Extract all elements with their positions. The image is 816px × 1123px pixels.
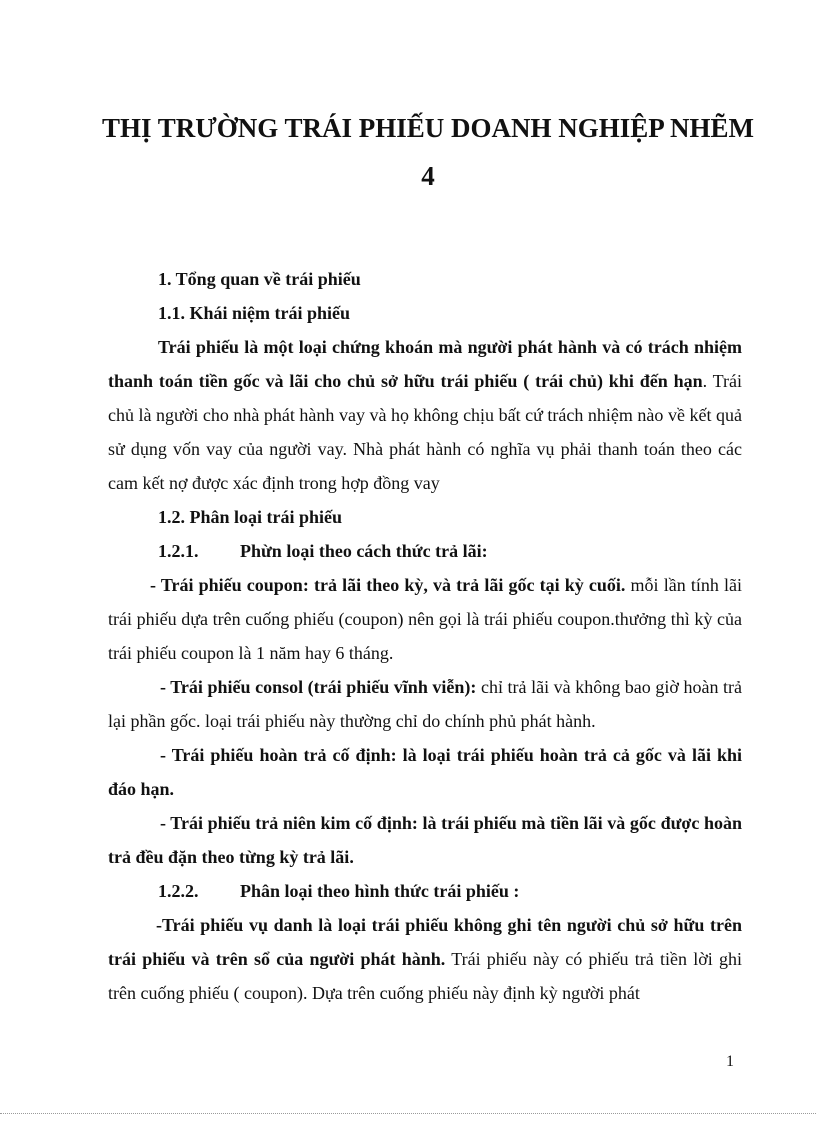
heading-1-2-2-text: Phân loại theo hình thức trái phiếu : — [240, 881, 520, 901]
title-line-2: 4 — [421, 161, 435, 191]
page-bottom-divider — [0, 1113, 816, 1114]
heading-1 — [108, 262, 742, 296]
list-item-coupon — [108, 568, 742, 670]
title-line-1: THỊ TRƯỜNG TRÁI PHIẾU DOANH NGHIỆP NHẼM — [101, 113, 755, 143]
heading-1-2-2 — [108, 874, 742, 908]
list-item-annuity — [108, 806, 742, 874]
heading-1-2-1-number: 1.2.1. — [158, 541, 199, 561]
fixed-repay-bold: - Trái phiếu hoàn trả cố định: là loại trái phiếu hoàn trả cả gốc và lãi khi đáo hạn. — [108, 745, 742, 799]
heading-1-2-1 — [108, 534, 742, 568]
page-number: 1 — [726, 1053, 734, 1070]
bearer-bond-bold: -Trái phiếu vụ danh là loại trái phiếu không ghi tên người chủ sở hữu trên trái phiếu và trên sổ của người phát hành. — [108, 915, 742, 969]
list-item-fixed-repay — [108, 738, 742, 806]
consol-rest: chỉ trả lãi và không bao giờ hoàn trả lại phần gốc. loại trái phiếu này thường chỉ do chính phủ phát hành. — [108, 677, 742, 731]
heading-1-1 — [108, 296, 742, 330]
document-title — [60, 104, 796, 200]
bearer-bond-rest: Trái phiếu này có phiếu trả tiền lời ghi trên cuống phiếu ( coupon). Dựa trên cuống phiếu này định kỳ người phát — [108, 949, 742, 1003]
heading-1-2-text: 1.2. Phân loại trái phiếu — [158, 507, 343, 527]
coupon-rest: mỗi lần tính lãi trái phiếu dựa trên cuống phiếu (coupon) nên gọi là trái phiếu coupon.thưởng thì kỳ của trái phiếu coupon là 1 năm hay 6 tháng. — [108, 575, 742, 663]
definition-bold: Trái phiếu là một loại chứng khoán mà người phát hành và có trách nhiệm thanh toán tiền gốc và lãi cho chủ sở hữu trái phiếu ( trái chủ) khi đến hạn — [108, 337, 742, 391]
annuity-bold: - Trái phiếu trả niên kim cố định: là trái phiếu mà tiền lãi và gốc được hoàn trả đều đặn theo từng kỳ trả lãi. — [108, 813, 742, 867]
document-body — [108, 262, 742, 1010]
paragraph-bearer-bond — [108, 908, 742, 1010]
paragraph-definition — [108, 330, 742, 500]
heading-1-2-2-number: 1.2.2. — [158, 881, 199, 901]
heading-1-text: 1. Tổng quan về trái phiếu — [158, 269, 361, 289]
consol-bold: - Trái phiếu consol (trái phiếu vĩnh viễn): — [160, 677, 477, 697]
coupon-bold: - Trái phiếu coupon: trả lãi theo kỳ, và trả lãi gốc tại kỳ cuối. — [150, 575, 626, 595]
list-item-consol — [108, 670, 742, 738]
heading-1-2-1-text: Phừn loại theo cách thức trả lãi: — [240, 541, 488, 561]
heading-1-1-text: 1.1. Khái niệm trái phiếu — [158, 303, 351, 323]
definition-rest: . Trái chủ là người cho nhà phát hành vay và họ không chịu bất cứ trách nhiệm nào về kết quả sử dụng vốn vay của người vay. Nhà phát hành có nghĩa vụ phải thanh toán theo các cam kết nợ được xác định trong hợp đồng vay — [108, 371, 742, 493]
heading-1-2 — [108, 500, 742, 534]
